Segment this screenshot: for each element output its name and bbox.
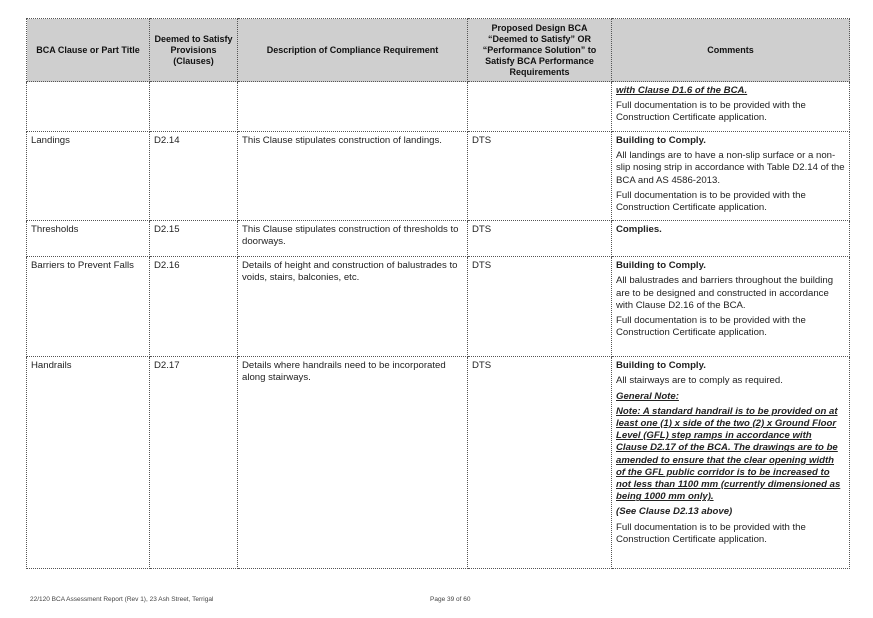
comment-line: All balustrades and barriers throughout the building are to be designed and constructed in accordance with Clause D2.16 of the BCA. (616, 275, 834, 311)
cell-clause (150, 82, 238, 132)
cell-description: Details of height and construction of balustrades to voids, stairs, balconies, etc. (238, 257, 468, 357)
comment-line: Building to Comply. (616, 260, 706, 272)
footer-page-number: Page 39 of 60 (430, 596, 471, 603)
cell-design: DTS (468, 257, 612, 357)
comment-line: Full documentation is to be provided with the Construction Certificate application. (616, 521, 806, 545)
footer-report-title: 22/120 BCA Assessment Report (Rev 1), 23 Ash Street, Terrigal (30, 596, 214, 603)
cell-title: Handrails (27, 357, 150, 569)
table-header-row (27, 19, 850, 82)
cell-clause: D2.16 (150, 257, 238, 357)
cell-design (468, 82, 612, 132)
cell-description: This Clause stipulates construction of thresholds to doorways. (238, 221, 468, 257)
cell-title: Landings (27, 132, 150, 221)
comment-line: (See Clause D2.13 above) (616, 506, 733, 518)
comment-line: All landings are to have a non-slip surface or a non-slip nosing strip in accordance with Table D2.14 of the BCA and AS 4586-2013. (616, 150, 845, 186)
table-row (27, 257, 850, 357)
comment-line: All stairways are to comply as required. (616, 375, 783, 387)
comment-line: Building to Comply. (616, 135, 706, 146)
bca-compliance-table (26, 18, 850, 569)
cell-title (27, 82, 150, 132)
table-row (27, 82, 850, 132)
header-proposed-design: Proposed Design BCA “Deemed to Satisfy” OR “Performance Solution” to Satisfy BCA Performance Requirements (468, 19, 612, 82)
table-row (27, 221, 850, 257)
cell-title: Thresholds (27, 221, 150, 257)
cell-comments (612, 257, 850, 357)
header-description: Description of Compliance Requirement (238, 19, 468, 82)
table-row (27, 132, 850, 221)
cell-design: DTS (468, 221, 612, 257)
cell-description: Details where handrails need to be incorporated along stairways. (238, 357, 468, 569)
cell-comments (612, 221, 850, 257)
cell-comments (612, 357, 850, 569)
header-clause-title: BCA Clause or Part Title (27, 19, 150, 82)
comment-line: General Note: (616, 390, 679, 402)
cell-title: Barriers to Prevent Falls (27, 257, 150, 357)
cell-clause: D2.17 (150, 357, 238, 569)
cell-design: DTS (468, 357, 612, 569)
table-row (27, 357, 850, 569)
header-dts-provisions: Deemed to Satisfy Provisions (Clauses) (150, 19, 238, 82)
header-comments: Comments (612, 19, 850, 82)
cell-clause: D2.15 (150, 221, 238, 257)
cell-description: This Clause stipulates construction of landings. (238, 132, 468, 221)
comment-line: with Clause D1.6 of the BCA. (616, 85, 748, 96)
cell-design: DTS (468, 132, 612, 221)
cell-comments (612, 82, 850, 132)
comment-line: Full documentation is to be provided with the Construction Certificate application. (616, 315, 806, 339)
cell-clause: D2.14 (150, 132, 238, 221)
cell-description (238, 82, 468, 132)
comment-line: Full documentation is to be provided with the Construction Certificate application. (616, 189, 806, 214)
comment-line: Full documentation is to be provided with the Construction Certificate application. (616, 100, 806, 124)
comment-line: Note: A standard handrail is to be provided on at least one (1) x side of the two (2) x Ground Floor Level (GFL) step ramps in accordance with Clause D2.17 of the BCA. The drawings are to be amended to ensure that the clear opening width of the GFL public corridor is to be increased to not less than 1100 mm (currently dimensioned as being 1000 mm only). (616, 405, 841, 503)
comment-line: Complies. (616, 224, 662, 236)
cell-comments (612, 132, 850, 221)
comment-line: Building to Comply. (616, 360, 706, 372)
